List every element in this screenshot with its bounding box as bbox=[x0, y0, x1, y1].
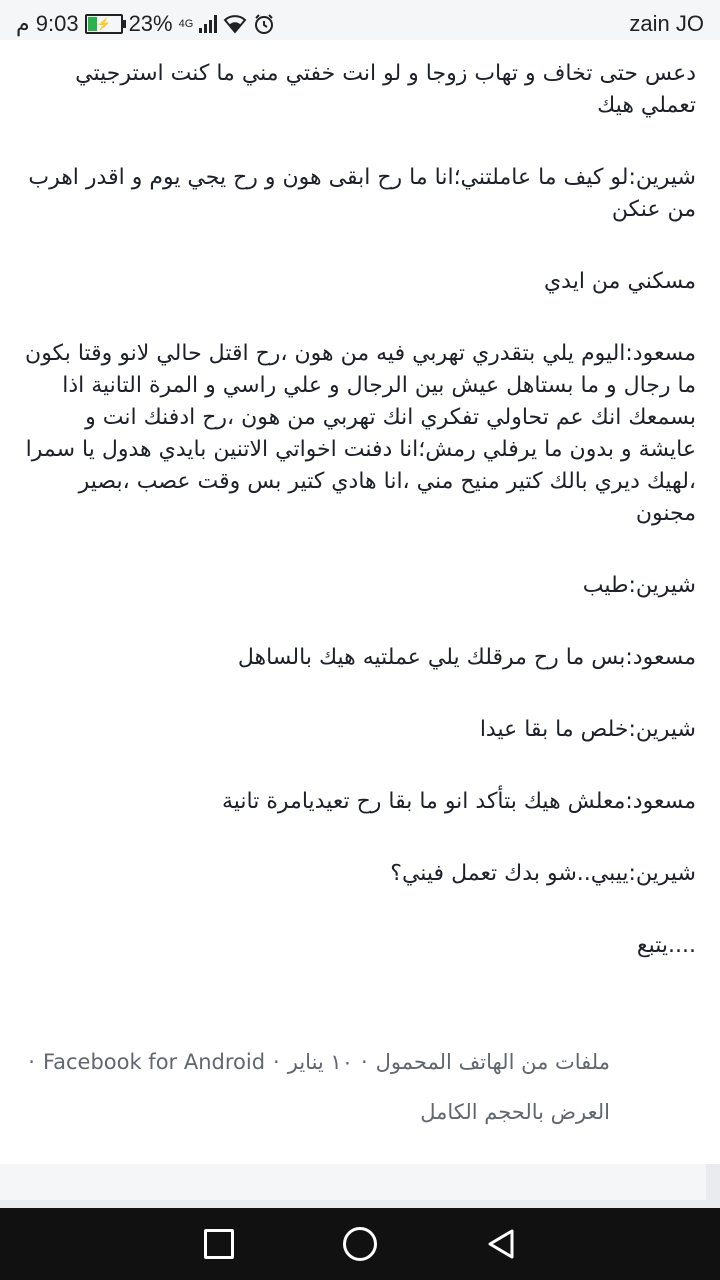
story-paragraph: شيرين:لو كيف ما عاملتني؛انا ما رح ابقى هون و رح يجي يوم و اقدر اهرب من عنكن bbox=[21, 165, 696, 222]
story-paragraph: مسكني من ايدي bbox=[543, 269, 696, 294]
home-button[interactable] bbox=[343, 1227, 377, 1261]
wifi-icon bbox=[223, 14, 247, 34]
alarm-icon bbox=[253, 13, 275, 35]
feed-divider bbox=[0, 1164, 720, 1208]
meta-separator: · bbox=[273, 1050, 280, 1074]
signal-icon bbox=[199, 15, 217, 33]
story-paragraph: مسعود:اليوم يلي بتقدري تهربي فيه من هون ،رح اقتل حالي لانو وقتا بكون ما رجال و ما بستاهل عيش بين الرجال و علي راسي و المرة التانية اذا بسمعك انك عم تحاولي تفكري انك تهربي من هون ،رح ادفنك انت و عايشة و بدون ما يرفلي رمش؛انا دفنت اخواتي الاتنين بايدي هدول يا سمرا ،لهيك ديري بالك كتير منيح مني ،انا هادي كتير بس وقت عصب ،بصير مجنون bbox=[18, 341, 696, 526]
status-left bbox=[16, 11, 275, 37]
story-paragraph: شيرين:خلص ما بقا عيدا bbox=[479, 717, 696, 742]
battery-icon: ⚡ bbox=[85, 14, 123, 34]
story-paragraph: شيرين:ييبي..شو بدك تعمل فيني؟ bbox=[390, 861, 696, 886]
story-text bbox=[0, 40, 720, 962]
story-paragraph: دعس حتى تخاف و تهاب زوجا و لو انت خفتي مني ما كنت استرجيتي تعملي هيك bbox=[68, 61, 696, 118]
clock: 9:03 م bbox=[16, 11, 79, 36]
back-button[interactable] bbox=[486, 1228, 516, 1260]
post-meta bbox=[24, 1050, 610, 1074]
meta-separator: · bbox=[28, 1050, 35, 1074]
app-name: Facebook for Android bbox=[42, 1050, 266, 1074]
carrier-name: zain JO bbox=[629, 11, 704, 36]
network-type: 4G bbox=[178, 18, 194, 30]
view-full-size-link[interactable]: العرض بالحجم الكامل bbox=[420, 1100, 610, 1124]
meta-separator: · bbox=[360, 1050, 368, 1074]
battery-percent: 23% bbox=[128, 11, 173, 36]
post-content bbox=[0, 40, 720, 1164]
post-date[interactable]: ١٠ يناير bbox=[287, 1050, 353, 1074]
recents-button[interactable] bbox=[204, 1229, 234, 1259]
story-paragraph: ....يتبع bbox=[636, 933, 696, 958]
story-paragraph: شيرين:طيب bbox=[582, 573, 696, 598]
story-paragraph: مسعود:معلش هيك بتأكد انو ما بقا رح تعيديامرة تانية bbox=[222, 789, 696, 814]
album-link[interactable]: ملفات من الهاتف المحمول bbox=[375, 1050, 610, 1074]
story-paragraph: مسعود:بس ما رح مرقلك يلي عملتيه هيك بالساهل bbox=[237, 645, 696, 670]
navigation-bar bbox=[0, 1208, 720, 1280]
